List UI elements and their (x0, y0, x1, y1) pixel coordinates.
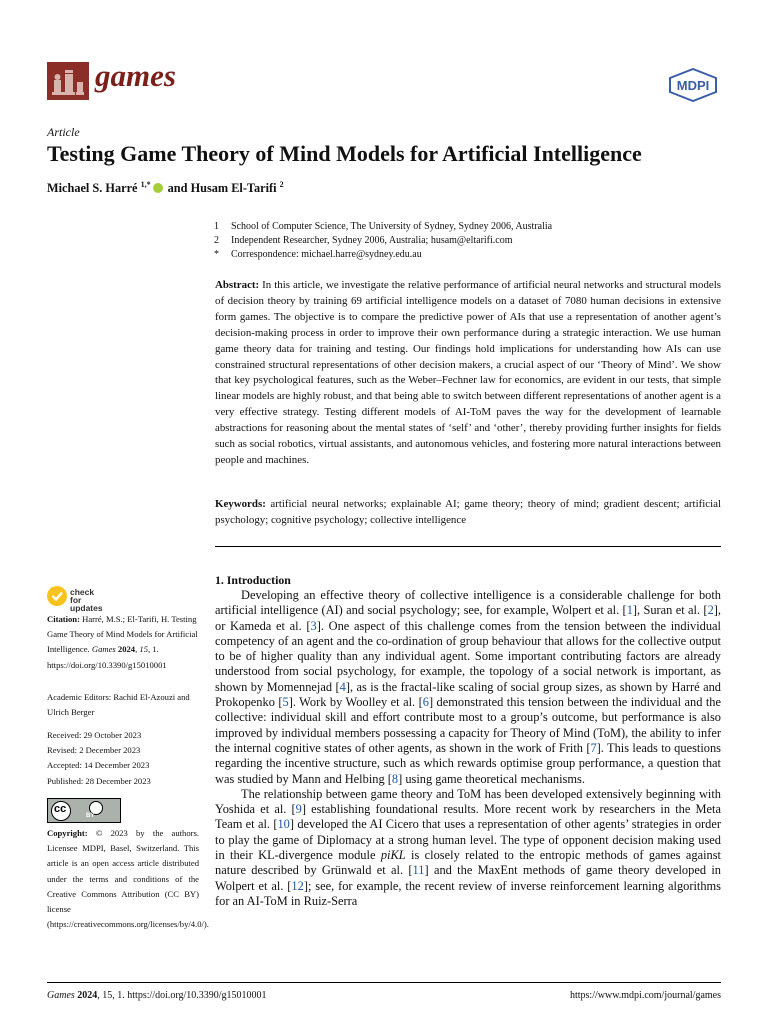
cc-icon: cc (51, 801, 71, 821)
citation-link[interactable]: 5 (282, 695, 289, 710)
copyright-label: Copyright: (47, 828, 88, 838)
keywords-label: Keywords: (215, 498, 266, 510)
citation-link[interactable]: 3 (310, 618, 317, 633)
academic-editors: Academic Editors: Rachid El-Azouzi and Ulrich Berger (47, 692, 190, 718)
footer-citation: Games 2024, 15, 1. https://doi.org/10.3390/g15010001 (47, 990, 267, 1001)
citation-link[interactable]: 2 (707, 603, 714, 618)
citation-doi[interactable]: , 1. https://doi.org/10.3390/g15010001 (47, 644, 167, 670)
keywords (215, 497, 721, 529)
publisher-name: MDPI (676, 78, 710, 93)
orcid-icon[interactable] (153, 183, 163, 193)
author-conjunction: and (167, 181, 188, 196)
abstract (215, 278, 721, 469)
check-updates-icon (47, 586, 67, 606)
affiliation-line: 2 Independent Researcher, Sydney 2006, Australia; husam@eltarifi.com (214, 235, 513, 246)
abstract-label: Abstract: (215, 279, 260, 291)
citation-link[interactable]: 4 (339, 679, 346, 694)
date-accepted: Accepted: 14 December 2023 (47, 760, 150, 771)
paragraph: The relationship between game theory and ToM has been developed extensively beginning with Yoshida et al. [9] establishing foundational results. More recent work by researchers in the Meta Team et al. [10] developed the AI Cicero that uses a representation of other agents’ strategies in order to play the game of Diplomacy at a strong human level. The type of opponent decision making used in their KL-divergence module piKL is closely related to the entropic methods of games against nature described by Grünwald et al. [11] and the MaxEnt methods of game theory developed in Wolpert et al. [12]; see, for example, the recent review of inverse reinforcement learning algorithms for an AI-ToM in Ruiz-Serra (215, 786, 721, 908)
author-name[interactable]: Michael S. Harré (47, 181, 138, 196)
citation-block: Citation: Harré, M.S.; El-Tarifi, H. Testing Game Theory of Mind Models for Artificial Intelligence. Games 2024, 15, 1. https://doi.org/10.3390/g15010001 (47, 614, 198, 670)
citation-link[interactable]: 12 (291, 878, 304, 893)
date-revised: Revised: 2 December 2023 (47, 745, 141, 756)
affiliation-mark: 1 (214, 221, 219, 232)
affiliation-marks: 2 (279, 180, 284, 189)
introduction-body (215, 588, 721, 909)
abstract-text: In this article, we investigate the relative performance of artificial neural networks and structural models of decision theory by training 69 artificial intelligence models on a dataset of 7080 human decisions in extensive form games. The objective is to compare the predictive power of AIs that use a representation of another agent’s decision-making process in order to improve their own performance during a strategic interaction. We use human game theory data for training and testing. Our findings hold implications for understanding how AIs can use constrained structural representations of other decision makers, a crucial aspect of our ‘Theory of Mind’. We show that key psychological features, such as the Weber–Fechner law for economics, are evident in our tests, that simple linear models are highly robust, and that being able to switch between different representations of another agent is a very effective strategy. Testing different models of AI-ToM paves the way for the development of learnable abstractions for reasoning about the mental states of ‘self’ and ‘other’, thereby providing further insights for fields such as social robotics, virtual assistants, and autonomous vehicles, and fostering more natural interactions between people and machines. (215, 279, 721, 466)
footer-divider (47, 982, 721, 983)
footer-journal-link[interactable]: https://www.mdpi.com/journal/games (569, 990, 721, 1001)
divider (215, 546, 721, 547)
affiliation-marks: 1,* (140, 180, 151, 189)
author-name[interactable]: Husam El-Tarifi (190, 181, 277, 196)
journal-name: games (95, 58, 176, 93)
affiliations (214, 220, 552, 262)
date-received: Received: 29 October 2023 (47, 730, 142, 740)
affiliation-mark: * (214, 249, 219, 260)
citation-link[interactable]: 7 (590, 740, 597, 755)
citation-link[interactable]: 9 (295, 802, 302, 817)
affiliation-line: 1 School of Computer Science, The University of Sydney, Sydney 2006, Australia (214, 221, 553, 232)
section-heading: 1. Introduction (215, 573, 291, 587)
journal-logo-icon (47, 62, 89, 100)
cc-license-badge[interactable] (47, 798, 121, 823)
author-list (47, 180, 284, 196)
article-type: Article (47, 125, 80, 139)
mdpi-logo-icon (667, 68, 719, 102)
dates (47, 728, 199, 789)
keywords-text: artificial neural networks; explainable AI; game theory; theory of mind; gradient descent; artificial psychology; cognitive psychology; collective intelligence (215, 498, 721, 526)
affiliation-mark: 2 (214, 235, 219, 246)
citation-link[interactable]: 1 (626, 603, 633, 618)
citation-label: Citation: (47, 614, 80, 624)
citation-link[interactable]: 8 (391, 771, 399, 786)
copyright: Copyright: © 2023 by the authors. Licensee MDPI, Basel, Switzerland. This article is an open access article distributed under the terms and conditions of the Creative Commons Attribution (CC BY) license (https://creativecommons.org/licenses/by/4.0/). (47, 828, 209, 930)
date-published: Published: 28 December 2023 (47, 775, 151, 786)
citation-link[interactable]: 6 (422, 695, 429, 710)
citation-link[interactable]: 11 (412, 863, 425, 878)
paragraph: Developing an effective theory of collective intelligence is a considerable challenge for both artificial intelligence (AI) and social psychology; see, for example, Wolpert et al. [1], Suran et al. [2], or Kameda et al. [3]. One aspect of this challenge comes from the tension between the individual competency of an agent and the co-ordination of group behaviour that allows for the collective output to be of higher quality than any individual agent. Some important contributing factors are already understood from social psychology, for example, the topology of a social network is important, as shown by Momennejad [4], as is the fractal-like scaling of social group sizes, as shown by Harré and Prokopenko [5]. Work by Woolley et al. [6] demonstrated this tension between the individual and the collective: individual skill and effort contribute most to a group’s outcome, but performance is also improved by individual members possessing a capacity for Theory of Mind (ToM), the ability to infer the internal cognitive states of other agents, as shown in the work of Frith [7]. This leads to questions regarding the incentive structure, such as which rewards optimise group performance, a question that was studied by Mann and Helbing [8] using game theoretical mechanisms. (215, 588, 722, 786)
citation-link[interactable]: 10 (277, 817, 290, 832)
article-title: Testing Game Theory of Mind Models for Artificial Intelligence (47, 141, 642, 166)
cc-by-label: BY (86, 813, 95, 819)
affiliation-line: * Correspondence: michael.harre@sydney.edu.au (214, 249, 422, 260)
